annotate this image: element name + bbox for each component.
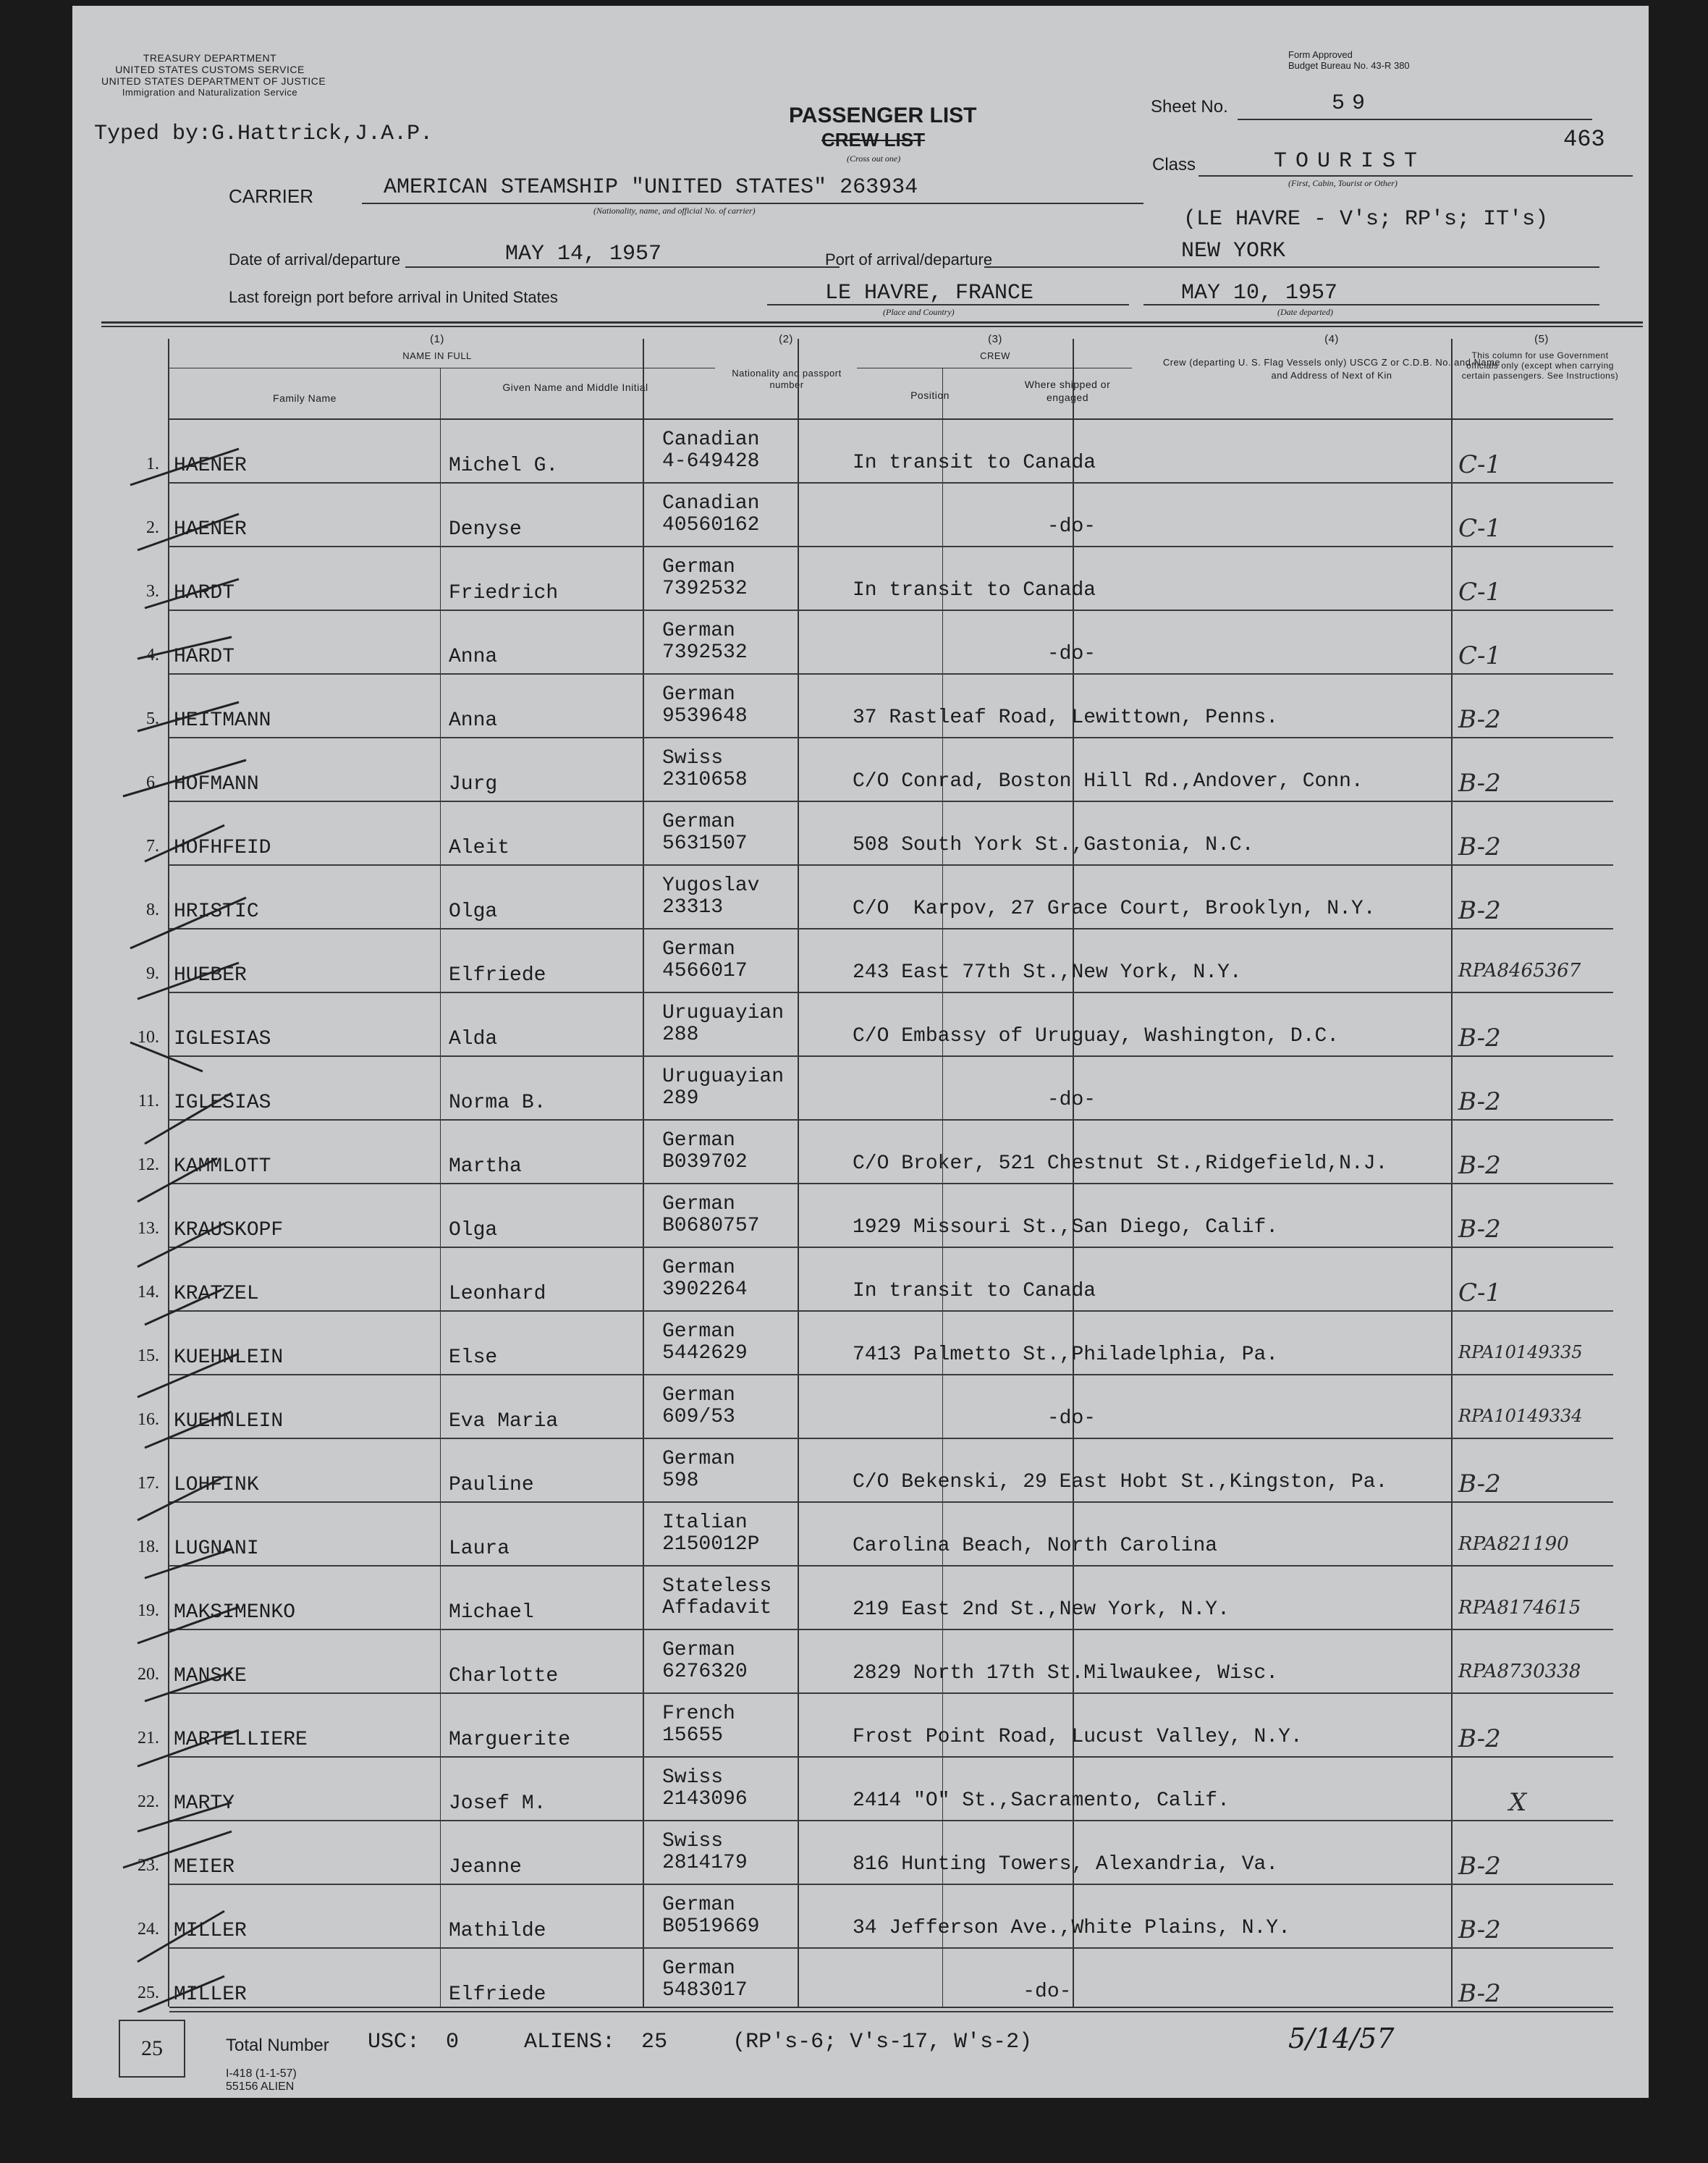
- table-row: [72, 1821, 1649, 1885]
- address: C/O Bekenski, 29 East Hobt St.,Kingston, Pa.: [853, 1471, 1388, 1493]
- table-row: [72, 1567, 1649, 1630]
- address: 37 Rastleaf Road, Lewittown, Penns.: [853, 707, 1279, 729]
- class-value: TOURIST: [1274, 149, 1426, 174]
- line-number: 20.: [138, 1665, 159, 1684]
- passport-number: 2814179: [662, 1852, 748, 1874]
- line-number: 4.: [146, 646, 159, 665]
- family-name: KAMMLOTT: [174, 1155, 271, 1178]
- table-row: [72, 1121, 1649, 1184]
- family-name: HOFHFEID: [174, 837, 271, 859]
- family-name: MEIER: [174, 1856, 235, 1879]
- given-name: Michael: [449, 1601, 534, 1624]
- official-mark: C-1: [1458, 1278, 1502, 1307]
- passport-number: 609/53: [662, 1406, 735, 1428]
- agency-line: TREASURY DEPARTMENT: [143, 52, 277, 64]
- last-port-value: LE HAVRE, FRANCE: [825, 281, 1034, 305]
- given-name: Marguerite: [449, 1729, 571, 1751]
- line-number: 23.: [138, 1856, 159, 1875]
- line-number: 19.: [138, 1601, 159, 1620]
- given-name-header-text: Given Name and Middle Initial: [502, 381, 648, 393]
- nationality: Uruguayian: [662, 1066, 785, 1088]
- passport-number: 2143096: [662, 1788, 748, 1810]
- table-row: [72, 1439, 1649, 1503]
- given-name: Jeanne: [449, 1856, 522, 1879]
- shipped-header: [1002, 378, 1133, 404]
- table-row: [72, 1184, 1649, 1248]
- address: C/O Broker, 521 Chestnut St.,Ridgefield,N.J.: [853, 1152, 1388, 1175]
- line-number: 8.: [146, 901, 159, 919]
- passport-number: 598: [662, 1470, 699, 1492]
- official-mark: B-2: [1458, 705, 1501, 734]
- passenger-list-sheet: [72, 6, 1649, 2098]
- line-number: 14.: [138, 1283, 159, 1302]
- nationality: German: [662, 1257, 735, 1279]
- given-name: Jurg: [449, 773, 498, 796]
- date-arrival-label: Date of arrival/departure: [229, 250, 401, 269]
- official-mark: C-1: [1458, 514, 1502, 543]
- line-number: 18.: [138, 1538, 159, 1556]
- official-mark: RPA821190: [1458, 1533, 1569, 1555]
- line-number: 13.: [138, 1219, 159, 1238]
- official-mark: B-2: [1458, 1852, 1501, 1881]
- line-number: 22.: [138, 1792, 159, 1811]
- table-row: [72, 675, 1649, 738]
- nationality: Stateless: [662, 1575, 772, 1598]
- family-name: HAENER: [174, 518, 247, 541]
- col1-title: NAME IN FULL: [402, 350, 472, 361]
- list-title: PASSENGER LIST: [789, 104, 977, 127]
- nationality: German: [662, 1193, 735, 1215]
- table-row: [72, 611, 1649, 675]
- table-row: [72, 993, 1649, 1057]
- passport-number: 4566017: [662, 960, 748, 982]
- given-name: Leonhard: [449, 1283, 546, 1305]
- nationality: Canadian: [662, 492, 760, 515]
- table-row: [72, 1057, 1649, 1121]
- table-row: [72, 484, 1649, 547]
- passport-number: 5483017: [662, 1979, 748, 2002]
- table-row: [72, 1375, 1649, 1439]
- line-number: 1.: [146, 455, 159, 473]
- nationality: French: [662, 1703, 735, 1725]
- shipped-header-text: Where shipped or engaged: [1024, 379, 1111, 403]
- nationality: German: [662, 1320, 735, 1343]
- crew-list-crossed: CREW LIST: [821, 129, 925, 151]
- check-marks: [116, 420, 261, 2012]
- address: -do-: [853, 515, 1096, 538]
- official-mark: B-2: [1458, 1979, 1501, 2008]
- address: In transit to Canada: [853, 452, 1096, 474]
- given-name: Elfriede: [449, 964, 546, 987]
- family-name: MANSKE: [174, 1665, 247, 1687]
- family-name: LOHFINK: [174, 1474, 259, 1496]
- address: In transit to Canada: [853, 579, 1096, 602]
- col3-number: (3): [988, 333, 1002, 345]
- nationality: German: [662, 620, 735, 642]
- passport-number: 7392532: [662, 578, 748, 600]
- passport-number: 2310658: [662, 769, 748, 791]
- line-number: 5.: [146, 709, 159, 728]
- address: Frost Point Road, Lucust Valley, N.Y.: [853, 1726, 1303, 1748]
- visa-note: (LE HAVRE - V's; RP's; IT's): [1183, 207, 1549, 232]
- given-name: Elfriede: [449, 1983, 546, 2006]
- official-mark: C-1: [1458, 578, 1502, 607]
- passport-number: 7392532: [662, 641, 748, 664]
- table-row: [72, 547, 1649, 611]
- col2-number: (2): [779, 333, 793, 345]
- line-number: 11.: [138, 1092, 159, 1110]
- line-number: 9.: [146, 964, 159, 983]
- passport-number: 5442629: [662, 1342, 748, 1365]
- sheet-label: Sheet No.: [1151, 97, 1228, 117]
- form-approved: [1288, 49, 1410, 71]
- passport-number: 23313: [662, 896, 724, 919]
- address: -do-: [853, 1089, 1096, 1111]
- col1-number: (1): [430, 333, 444, 345]
- typed-by: Typed by:G.Hattrick,J.A.P.: [94, 122, 434, 146]
- passport-number: 2150012P: [662, 1533, 760, 1556]
- given-name: Olga: [449, 1219, 498, 1241]
- official-mark: B-2: [1458, 769, 1501, 798]
- official-mark: C-1: [1458, 641, 1502, 670]
- given-name: Aleit: [449, 837, 510, 859]
- given-name: Olga: [449, 901, 498, 923]
- official-mark: B-2: [1458, 1915, 1501, 1944]
- agency-header: [101, 52, 326, 98]
- last-port-label: Last foreign port before arrival in United States: [229, 288, 558, 306]
- official-mark: X: [1509, 1788, 1527, 1817]
- address: C/O Embassy of Uruguay, Washington, D.C.: [853, 1025, 1340, 1047]
- table-row: [72, 1758, 1649, 1821]
- nationality: German: [662, 938, 735, 961]
- passport-number: 5631507: [662, 832, 748, 855]
- line-number: 3.: [146, 582, 159, 601]
- passport-number: B0680757: [662, 1215, 760, 1237]
- table-row: [72, 1248, 1649, 1312]
- agency-line: UNITED STATES CUSTOMS SERVICE: [115, 64, 305, 75]
- carrier-label: CARRIER: [229, 185, 314, 207]
- passport-number: 9539648: [662, 705, 748, 728]
- line-number: 24.: [138, 1920, 159, 1939]
- line-number: 6.: [146, 773, 159, 792]
- port-arrival-value: NEW YORK: [1181, 239, 1286, 263]
- line-number: 17.: [138, 1474, 159, 1493]
- table-row: [72, 866, 1649, 929]
- address: 816 Hunting Towers, Alexandria, Va.: [853, 1853, 1279, 1876]
- family-name: KUEHNLEIN: [174, 1410, 284, 1433]
- address: C/O Conrad, Boston Hill Rd.,Andover, Conn.: [853, 770, 1364, 793]
- given-name: Eva Maria: [449, 1410, 559, 1433]
- budget-bureau-label: Budget Bureau No. 43-R 380: [1288, 60, 1410, 71]
- port-arrival-label: Port of arrival/departure: [825, 250, 993, 269]
- family-name: HARDT: [174, 646, 235, 668]
- given-name: Mathilde: [449, 1920, 546, 1942]
- cross-out-caption: (Cross out one): [847, 153, 901, 164]
- passport-number: 6276320: [662, 1661, 748, 1683]
- nationality: German: [662, 811, 735, 833]
- form-number: I-418 (1-1-57): [226, 2067, 297, 2080]
- family-name: MARTY: [174, 1792, 235, 1815]
- carrier-caption: (Nationality, name, and official No. of carrier): [593, 206, 756, 216]
- date-departed-caption: (Date departed): [1277, 307, 1333, 317]
- col4-title: [1158, 356, 1505, 382]
- family-name: MILLER: [174, 1920, 247, 1942]
- table-row: [72, 802, 1649, 866]
- family-name: HRISTIC: [174, 901, 259, 923]
- col3-title: CREW: [980, 350, 1010, 361]
- form-approved-label: Form Approved: [1288, 49, 1353, 60]
- family-name: IGLESIAS: [174, 1028, 271, 1050]
- passport-number: B039702: [662, 1151, 748, 1173]
- address: 1929 Missouri St.,San Diego, Calif.: [853, 1216, 1279, 1239]
- family-name: MAKSIMENKO: [174, 1601, 296, 1624]
- nationality: Swiss: [662, 1830, 724, 1852]
- alien-number: 55156 ALIEN: [226, 2080, 295, 2093]
- address: 34 Jefferson Ave.,White Plains, N.Y.: [853, 1917, 1290, 1939]
- table-row: [72, 1630, 1649, 1694]
- address: -do-: [853, 1981, 1072, 2003]
- line-number: 25.: [138, 1983, 159, 2002]
- agency-line: UNITED STATES DEPARTMENT OF JUSTICE: [101, 75, 326, 87]
- page-stamp: 463: [1563, 126, 1605, 153]
- total-number-label: Total Number: [226, 2036, 329, 2055]
- family-name: HOFMANN: [174, 773, 259, 796]
- address: -do-: [853, 643, 1096, 665]
- family-name: MILLER: [174, 1983, 247, 2006]
- table-row: [72, 420, 1649, 484]
- given-name: Norma B.: [449, 1092, 546, 1114]
- passport-number: 40560162: [662, 514, 760, 536]
- family-name: MARTELLIERE: [174, 1729, 308, 1751]
- given-name: Pauline: [449, 1474, 534, 1496]
- address: 2829 North 17th St.Milwaukee, Wisc.: [853, 1662, 1279, 1685]
- table-row: [72, 1503, 1649, 1567]
- line-number: 12.: [138, 1155, 159, 1174]
- passport-number: B0519669: [662, 1915, 760, 1938]
- official-mark: RPA8730338: [1458, 1661, 1581, 1682]
- nationality: German: [662, 683, 735, 706]
- sheet-number: 59: [1332, 91, 1373, 116]
- given-name: Martha: [449, 1155, 522, 1178]
- passport-number: 288: [662, 1024, 699, 1046]
- class-label: Class: [1152, 155, 1196, 174]
- given-name: Josef M.: [449, 1792, 546, 1815]
- line-number: 7.: [146, 837, 159, 856]
- family-name: IGLESIAS: [174, 1092, 271, 1114]
- address: 2414 "O" St.,Sacramento, Calif.: [853, 1789, 1230, 1812]
- official-mark: B-2: [1458, 1024, 1501, 1053]
- official-mark: C-1: [1458, 450, 1502, 479]
- table-row: [72, 738, 1649, 802]
- position-header: Position: [910, 389, 950, 401]
- date-arrival-value: MAY 14, 1957: [505, 242, 662, 266]
- address: 7413 Palmetto St.,Philadelphia, Pa.: [853, 1344, 1279, 1366]
- col5-number: (5): [1534, 333, 1549, 345]
- carrier-value: AMERICAN STEAMSHIP "UNITED STATES" 263934: [384, 175, 918, 200]
- address: In transit to Canada: [853, 1280, 1096, 1302]
- col5-title-text: This column for use Government officials only (except when carrying certain passengers. See Instructions): [1461, 350, 1619, 381]
- handwritten-date: 5/14/57: [1288, 2023, 1395, 2054]
- official-mark: B-2: [1458, 1215, 1501, 1244]
- family-name: HEITMANN: [174, 709, 271, 732]
- given-name: Else: [449, 1346, 498, 1369]
- line-number: 2.: [146, 518, 159, 537]
- official-mark: RPA8465367: [1458, 960, 1581, 982]
- given-name: Denyse: [449, 518, 522, 541]
- nationality: Swiss: [662, 747, 724, 770]
- line-number: 15.: [138, 1346, 159, 1365]
- col4-number: (4): [1324, 333, 1339, 345]
- official-mark: B-2: [1458, 1724, 1501, 1753]
- address: Carolina Beach, North Carolina: [853, 1535, 1218, 1557]
- given-name: Friedrich: [449, 582, 559, 604]
- nationality: German: [662, 1639, 735, 1661]
- nationality: German: [662, 1448, 735, 1470]
- nationality: German: [662, 1384, 735, 1407]
- official-mark: B-2: [1458, 1470, 1501, 1498]
- table-row: [72, 1312, 1649, 1375]
- address: 219 East 2nd St.,New York, N.Y.: [853, 1598, 1230, 1621]
- given-name: Charlotte: [449, 1665, 559, 1687]
- family-name: HAENER: [174, 455, 247, 477]
- passport-number: 4-649428: [662, 450, 760, 473]
- agency-line: Immigration and Naturalization Service: [122, 87, 298, 98]
- line-number: 21.: [138, 1729, 159, 1747]
- address: 243 East 77th St.,New York, N.Y.: [853, 961, 1242, 984]
- given-name: Michel G.: [449, 455, 559, 477]
- official-mark: RPA8174615: [1458, 1597, 1581, 1619]
- official-mark: B-2: [1458, 832, 1501, 861]
- family-name: KRATZEL: [174, 1283, 259, 1305]
- family-name: KUEHNLEIN: [174, 1346, 284, 1369]
- official-mark: RPA10149334: [1458, 1406, 1583, 1426]
- line-number: 16.: [138, 1410, 159, 1429]
- nationality: German: [662, 1957, 735, 1980]
- nationality: Canadian: [662, 429, 760, 451]
- family-name: KRAUSKOPF: [174, 1219, 284, 1241]
- official-mark: B-2: [1458, 1087, 1501, 1116]
- nationality: Yugoslav: [662, 874, 760, 897]
- passport-number: 289: [662, 1087, 699, 1110]
- place-caption: (Place and Country): [883, 307, 955, 317]
- official-mark: RPA10149335: [1458, 1342, 1583, 1362]
- class-caption: (First, Cabin, Tourist or Other): [1288, 178, 1398, 188]
- given-name: Anna: [449, 709, 498, 732]
- passport-number: 15655: [662, 1724, 724, 1747]
- family-name: LUGNANI: [174, 1538, 259, 1560]
- nationality: German: [662, 1894, 735, 1916]
- nationality: Uruguayian: [662, 1002, 785, 1024]
- address: -do-: [853, 1407, 1096, 1430]
- col4-title-text: Crew (departing U. S. Flag Vessels only) USCG Z or C.D.B. No. and Name and Address of Next of Kin: [1162, 357, 1501, 381]
- official-mark: B-2: [1458, 896, 1501, 925]
- nationality: Swiss: [662, 1766, 724, 1789]
- passport-number: 3902264: [662, 1278, 748, 1301]
- official-mark: B-2: [1458, 1151, 1501, 1180]
- nationality: German: [662, 1129, 735, 1152]
- family-name-header: Family Name: [273, 392, 337, 404]
- col2-title: [725, 368, 848, 391]
- given-name: Laura: [449, 1538, 510, 1560]
- col5-title: [1456, 350, 1624, 381]
- totals: USC: 0 ALIENS: 25 (RP's-6; V's-17, W's-2): [368, 2030, 1033, 2054]
- given-name: Anna: [449, 646, 498, 668]
- table-row: [72, 1694, 1649, 1758]
- count-box: [119, 2020, 185, 2078]
- address: C/O Karpov, 27 Grace Court, Brooklyn, N.Y.: [853, 898, 1376, 920]
- family-name: HARDT: [174, 582, 235, 604]
- count-box-value: 25: [141, 2036, 163, 2060]
- family-name: HUEBER: [174, 964, 247, 987]
- line-number: 10.: [138, 1028, 159, 1047]
- table-row: [72, 1885, 1649, 1949]
- given-name: Alda: [449, 1028, 498, 1050]
- table-row: [72, 1949, 1649, 2012]
- address: 508 South York St.,Gastonia, N.C.: [853, 834, 1254, 856]
- table-row: [72, 929, 1649, 993]
- date-departed-value: MAY 10, 1957: [1181, 281, 1338, 305]
- nationality: German: [662, 556, 735, 578]
- given-name-header: [441, 381, 709, 394]
- nationality: Italian: [662, 1511, 748, 1534]
- passport-number: Affadavit: [662, 1597, 772, 1619]
- col2-title-text: Nationality and passport number: [732, 368, 842, 390]
